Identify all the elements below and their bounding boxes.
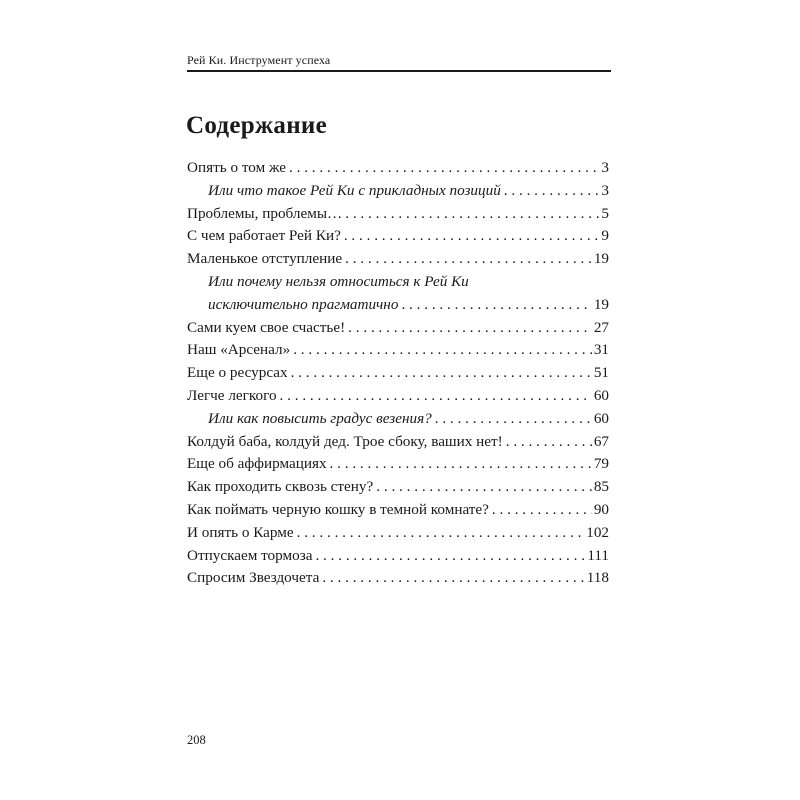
toc-entry — [187, 522, 609, 545]
toc-entry — [187, 408, 609, 431]
toc-entry — [187, 453, 609, 476]
toc-entry-label: Отпускаем тормоза — [187, 546, 313, 564]
toc-entry — [187, 225, 609, 248]
toc-entry-page: 85 — [593, 478, 609, 496]
toc-entry-page: 3 — [601, 181, 609, 199]
dot-leader — [280, 385, 592, 408]
toc-entry-label: Как проходить сквозь стену? — [187, 478, 374, 496]
toc-entry-label: Легче легкого — [187, 386, 277, 404]
toc-entry-page: 90 — [593, 500, 609, 518]
toc-entry-page: 19 — [593, 250, 609, 268]
toc-entry-label: Или почему нельзя относиться к Рей Ки — [208, 272, 469, 290]
toc-entry-label: Спросим Звездочета — [187, 569, 320, 587]
dot-leader — [348, 317, 592, 340]
toc-entry — [187, 339, 609, 362]
dot-leader — [506, 431, 592, 454]
toc-entry — [187, 567, 609, 590]
dot-leader — [322, 567, 584, 590]
toc-entry-page: 19 — [593, 295, 609, 313]
page-number: 208 — [187, 733, 206, 747]
toc-entry-label: Наш «Арсенал» — [187, 341, 291, 359]
toc-entry-page: 3 — [601, 159, 609, 176]
dot-leader — [435, 408, 592, 431]
toc-entry-page: 27 — [593, 318, 609, 336]
toc-entry-label: Как поймать черную кошку в темной комнате? — [187, 500, 489, 518]
toc-entry-page: 60 — [593, 409, 609, 427]
toc-entry-label: И опять о Карме — [187, 523, 294, 541]
toc-entry-page: 67 — [593, 432, 609, 450]
dot-leader — [376, 476, 592, 499]
running-header: Рей Ки. Инструмент успеха — [187, 53, 331, 67]
toc-entry-page: 111 — [587, 546, 609, 564]
toc-entry-page: 31 — [593, 341, 609, 359]
toc-entry-label: Колдуй баба, колдуй дед. Трое сбоку, ваших нет! — [187, 432, 503, 450]
toc-entry-page: 51 — [593, 364, 609, 382]
toc-entry-label: Или как повысить градус везения? — [208, 409, 432, 427]
dot-leader — [315, 545, 585, 568]
dot-leader — [293, 339, 592, 362]
toc-entry-label: Проблемы, проблемы… — [187, 204, 343, 222]
toc-title: Содержание — [186, 112, 328, 139]
toc-entry-label: Опять о том же — [187, 159, 287, 176]
dot-leader — [289, 157, 599, 180]
dot-leader — [504, 180, 600, 203]
toc-entry — [187, 317, 609, 340]
toc-entry — [187, 180, 609, 203]
toc-entry-label: Или что такое Рей Ки с прикладных позиций — [208, 181, 501, 199]
toc-entry-label: исключительно прагматично — [208, 295, 399, 313]
dot-leader — [330, 453, 592, 476]
dot-leader — [492, 499, 592, 522]
dot-leader — [401, 294, 591, 317]
toc-entry-label: Маленькое отступление — [187, 250, 343, 268]
dot-leader — [297, 522, 585, 545]
toc-entry-page: 79 — [593, 455, 609, 473]
toc-entry-label: С чем работает Рей Ки? — [187, 227, 341, 245]
table-of-contents — [187, 157, 609, 590]
dot-leader — [291, 362, 592, 385]
toc-entry — [187, 385, 609, 408]
toc-entry-page: 102 — [586, 523, 609, 541]
toc-entry — [187, 362, 609, 385]
toc-entry — [187, 248, 609, 271]
toc-entry-page: 118 — [586, 569, 609, 587]
toc-entry — [187, 157, 609, 180]
toc-entry — [187, 431, 609, 454]
header-rule — [187, 70, 611, 72]
toc-entry-page: 9 — [601, 227, 609, 245]
toc-entry-label: Сами куем свое счастье! — [187, 318, 346, 336]
toc-entry — [187, 545, 609, 568]
toc-entry — [187, 203, 609, 226]
toc-entry-label: Еще о ресурсах — [187, 364, 288, 382]
toc-entry — [187, 294, 609, 317]
toc-entry-page: 60 — [593, 386, 609, 404]
dot-leader — [344, 225, 600, 248]
toc-entry — [187, 499, 609, 522]
toc-entry-label: Еще об аффирмациях — [187, 455, 327, 473]
toc-entry — [187, 476, 609, 499]
toc-entry — [187, 271, 609, 294]
toc-entry-page: 5 — [601, 204, 609, 222]
dot-leader — [345, 248, 592, 271]
dot-leader — [345, 203, 599, 226]
